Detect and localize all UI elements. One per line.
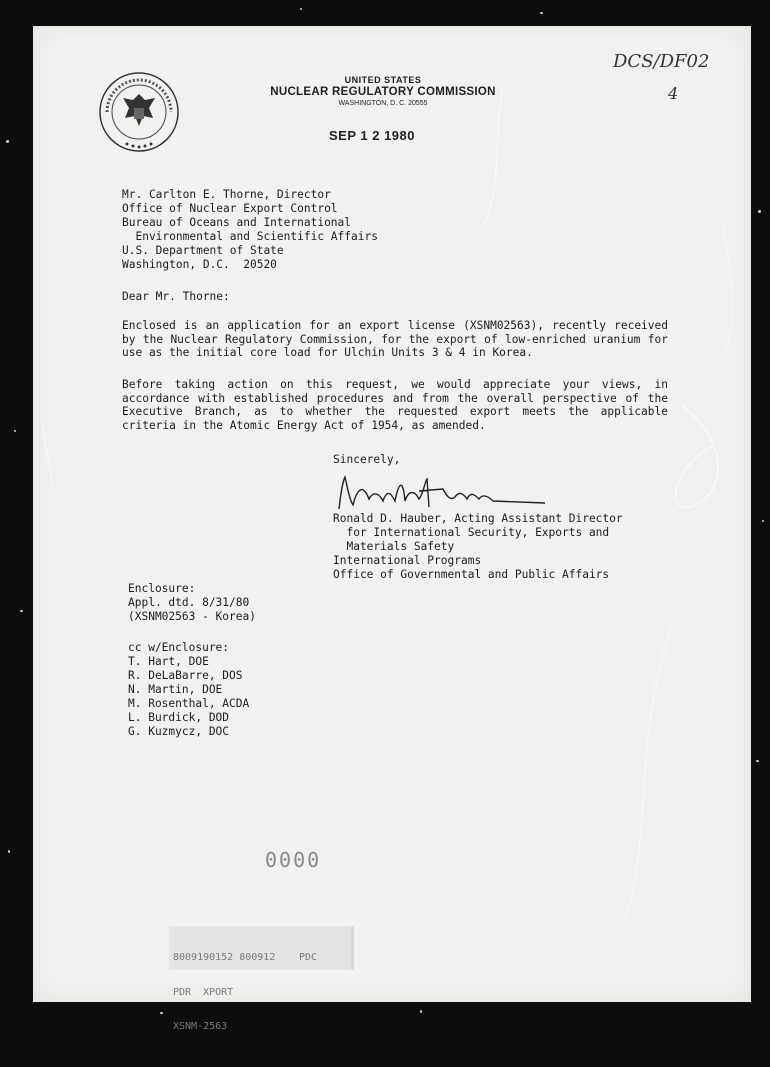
microfilm-line: XSNM-2563 [173,1021,228,1032]
body-paragraph-2: Before taking action on this request, we would appreciate your views, in accordance with established procedures and from the overall perspective of the Executive Branch, as to whether the requested export meets the applicable criteria in the Atomic Energy Act of 1954, as amended. [122,378,668,432]
microfilm-line: 8009190152 800912 [173,952,276,963]
letter-date: SEP 1 2 1980 [329,128,415,143]
recipient-line: Washington, D.C. 20520 [122,258,277,271]
closing: Sincerely, [333,453,401,466]
page-stamp: 0000 [265,848,322,872]
recipient-line: U.S. Department of State [122,244,284,257]
cc-name: T. Hart, DOE [128,655,209,668]
recipient-line: Office of Nuclear Export Control [122,202,338,215]
salutation: Dear Mr. Thorne: [122,290,230,303]
recipient-line: Bureau of Oceans and International [122,216,352,229]
cc-name: G. Kuzmycz, DOC [128,725,230,738]
cc-name: L. Burdick, DOD [128,711,230,724]
body-paragraph-1: Enclosed is an application for an export license (XSNM02563), recently received by the Nuclear Regulatory Commission, for the export of low-enriched uranium for use as the initial core load for Ulchin Units 3 & 4 in Korea. [122,319,668,360]
handwritten-mark: 4 [668,84,679,103]
enclosure-line: Appl. dtd. 8/31/80 [128,596,250,609]
recipient-line: Environmental and Scientific Affairs [122,230,378,243]
signer-line: Office of Governmental and Public Affairs [333,568,610,581]
enclosure-line: (XSNM02563 - Korea) [128,610,256,623]
signer-line: Ronald D. Hauber, Acting Assistant Director [333,512,623,525]
cc-name: N. Martin, DOE [128,683,223,696]
cc-name: R. DeLaBarre, DOS [128,669,243,682]
nrc-seal-icon [97,70,181,154]
cc-heading: cc w/Enclosure: [128,641,230,654]
letterhead-agency: NUCLEAR REGULATORY COMMISSION [270,86,496,98]
signer-line: for International Security, Exports and [333,526,610,539]
handwritten-signature [333,471,553,513]
letter-page [33,26,751,1032]
microfilm-label [173,929,318,1067]
letterhead-address: WASHINGTON, D. C. 20555 [338,100,428,107]
recipient-line: Mr. Carlton E. Thorne, Director [122,188,331,201]
microfilm-line: PDR XPORT [173,986,234,998]
enclosure-heading: Enclosure: [128,582,196,595]
handwritten-note: DCS/DF02 [613,51,710,72]
cc-name: M. Rosenthal, ACDA [128,697,250,710]
microfilm-pdc: PDC [299,952,318,963]
signer-line: International Programs [333,554,482,567]
letterhead-country: UNITED STATES [344,75,422,85]
signer-line: Materials Safety [333,540,455,553]
letterhead [248,75,518,107]
